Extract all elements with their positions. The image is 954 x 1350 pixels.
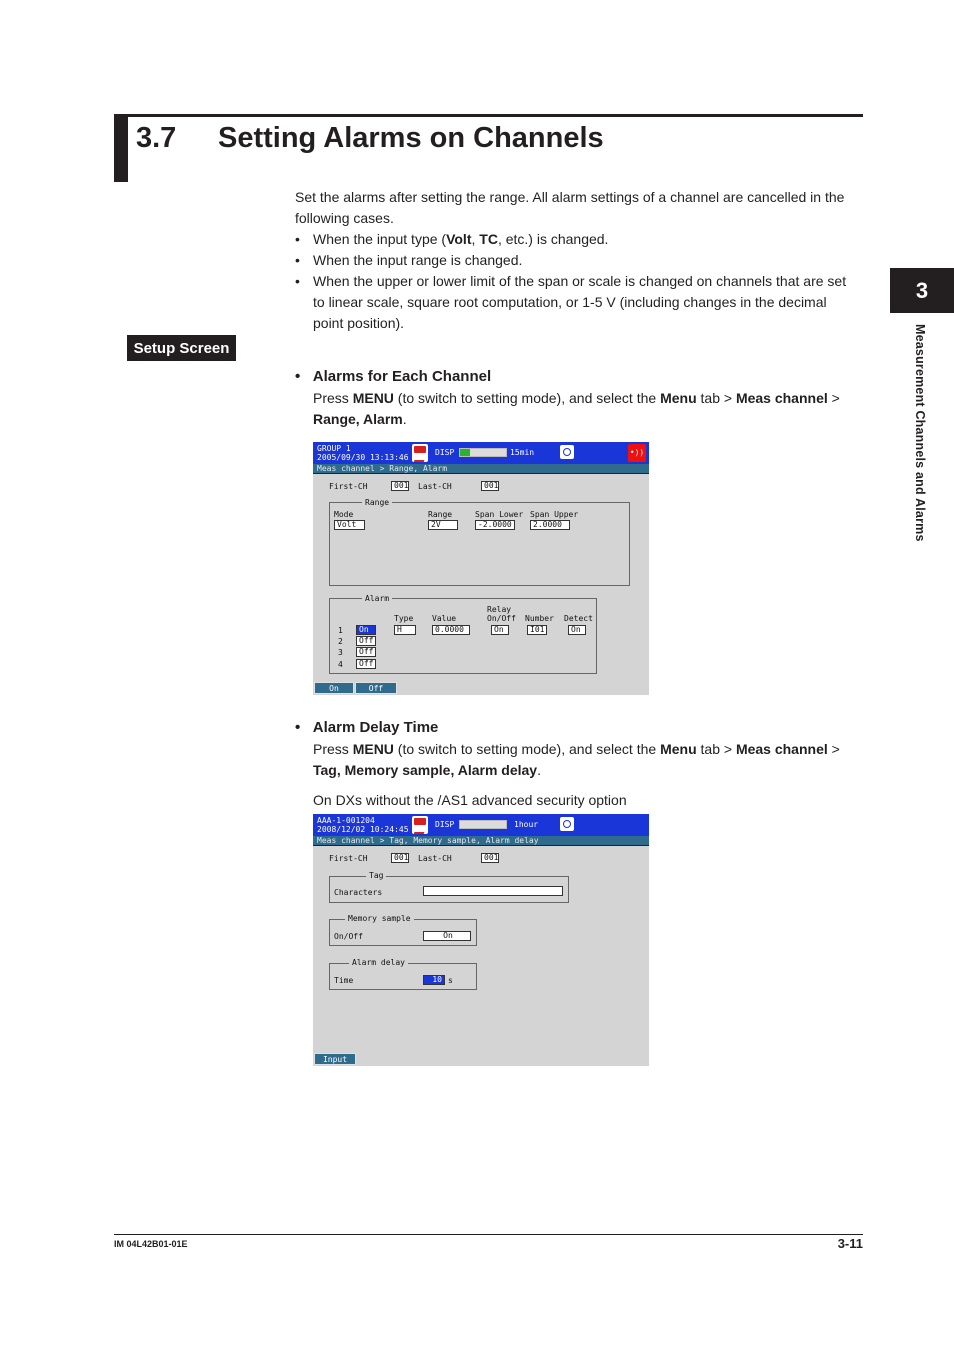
softkey-on-button[interactable]: On bbox=[314, 682, 354, 694]
span-upper-label: Span Upper bbox=[530, 510, 579, 519]
alarm-row-2-number: 2 bbox=[338, 637, 343, 646]
ae-text-c: (to switch to setting mode), and select the bbox=[393, 390, 661, 406]
alarm-delay-heading: • Alarm Delay Time bbox=[295, 719, 439, 736]
logo-icon bbox=[412, 816, 428, 834]
memory-sample-onoff-field[interactable]: On bbox=[423, 931, 471, 941]
first-ch-field[interactable]: 001 bbox=[391, 481, 409, 491]
first-ch-field[interactable]: 001 bbox=[391, 853, 409, 863]
col-detect-label: Detect bbox=[564, 614, 593, 623]
intro-line-2: following cases. bbox=[295, 210, 394, 226]
ad-text-g: > bbox=[827, 741, 840, 757]
alarm-delay-time-field[interactable]: 10 bbox=[423, 975, 445, 985]
ad-menu-tab: Menu bbox=[660, 741, 697, 757]
chapter-tab bbox=[890, 268, 954, 313]
memory-bar bbox=[459, 448, 507, 457]
alarms-each-instruction-1 bbox=[313, 388, 840, 409]
alarm-row-4-number: 4 bbox=[338, 660, 343, 669]
alarm-row-2-state[interactable]: Off bbox=[356, 636, 376, 646]
disp-label: DISP bbox=[435, 448, 455, 457]
memory-sample-frame-title: Memory sample bbox=[345, 914, 414, 923]
intro-bullet-1: • When the input type (Volt, TC, etc.) is changed. bbox=[295, 231, 609, 247]
softkey-off-button[interactable]: Off bbox=[355, 682, 397, 694]
intro-line-1: Set the alarms after setting the range. All alarm settings of a channel are cancelled in the bbox=[295, 189, 845, 205]
alarm-row-4-state[interactable]: Off bbox=[356, 659, 376, 669]
bullet3-line-3: point position). bbox=[313, 315, 405, 331]
span-lower-field[interactable]: -2.0000 bbox=[475, 520, 515, 530]
screen-status-bar bbox=[313, 814, 649, 836]
ae-text-g: > bbox=[827, 390, 840, 406]
camera-icon bbox=[560, 445, 574, 459]
last-ch-field[interactable]: 001 bbox=[481, 481, 499, 491]
col-type-label: Type bbox=[394, 614, 414, 623]
bullet1-volt: Volt bbox=[446, 231, 472, 247]
datetime: 2005/09/30 13:13:46 bbox=[317, 453, 409, 462]
alarm-row-1-relay-number[interactable]: I01 bbox=[527, 625, 547, 635]
ae-meas-channel: Meas channel bbox=[735, 390, 828, 406]
alarm-row-1-number: 1 bbox=[338, 626, 343, 635]
ae-text-a: Press bbox=[313, 390, 353, 406]
alarm-delay-screen bbox=[313, 814, 649, 1066]
span-lower-label: Span Lower bbox=[475, 510, 524, 519]
alarm-row-1-detect[interactable]: On bbox=[568, 625, 586, 635]
ad-meas-channel: Meas channel bbox=[735, 741, 828, 757]
device-tag: AAA-1-001204 bbox=[317, 816, 375, 825]
tag-characters-input[interactable] bbox=[423, 886, 563, 896]
mode-label: Mode bbox=[334, 510, 354, 519]
alarm-delay-frame-title: Alarm delay bbox=[349, 958, 408, 967]
alarm-row-3-state[interactable]: Off bbox=[356, 647, 376, 657]
bullet1-text-a: When the input type ( bbox=[313, 231, 447, 247]
ae-menu-key: MENU bbox=[352, 390, 394, 406]
logo-icon bbox=[412, 444, 428, 462]
last-ch-label: Last-CH bbox=[418, 482, 452, 491]
camera-icon bbox=[560, 817, 574, 831]
chapter-title: Measurement Channels and Alarms bbox=[913, 324, 927, 542]
alarm-row-1-relay[interactable]: On bbox=[491, 625, 509, 635]
screen-breadcrumb: Meas channel > Range, Alarm bbox=[313, 464, 649, 474]
alarm-delay-heading-text: Alarm Delay Time bbox=[312, 719, 439, 736]
range-field[interactable]: 2V bbox=[428, 520, 458, 530]
time-unit-label: s bbox=[448, 976, 453, 985]
screen-status-bar bbox=[313, 442, 649, 464]
bullet3-line-2: to linear scale, square root computation, or 1-5 V (including changes in the decimal bbox=[313, 294, 827, 310]
bullet1-text-e: , etc.) is changed. bbox=[497, 231, 609, 247]
header-rule bbox=[114, 114, 863, 117]
memory-bar bbox=[459, 820, 507, 829]
disp-label: DISP bbox=[435, 820, 455, 829]
alarm-delay-note: On DXs without the /AS1 advanced security option bbox=[313, 792, 627, 808]
onoff-label: On/Off bbox=[334, 932, 363, 941]
screen-breadcrumb: Meas channel > Tag, Memory sample, Alarm delay bbox=[313, 836, 649, 846]
footer-rule bbox=[114, 1234, 863, 1235]
characters-label: Characters bbox=[334, 888, 383, 897]
alarm-row-1-state[interactable]: On bbox=[356, 625, 376, 635]
first-ch-label: First-CH bbox=[329, 854, 368, 863]
alarm-row-3-number: 3 bbox=[338, 648, 343, 657]
ae-text-e: tab > bbox=[696, 390, 736, 406]
col-relay-onoff-label: On/Off bbox=[487, 614, 516, 623]
bullet1-text-c: , bbox=[471, 231, 480, 247]
datetime: 2008/12/02 10:24:45 bbox=[317, 825, 409, 834]
tag-frame-title: Tag bbox=[366, 871, 386, 880]
display-rate: 15min bbox=[510, 448, 535, 457]
last-ch-label: Last-CH bbox=[418, 854, 452, 863]
document-number: IM 04L42B01-01E bbox=[114, 1239, 188, 1249]
range-alarm-screen bbox=[313, 442, 649, 695]
ad-text-c: (to switch to setting mode), and select the bbox=[393, 741, 661, 757]
range-label: Range bbox=[428, 510, 453, 519]
header-bar bbox=[114, 114, 128, 182]
ad-tag-memory-delay: Tag, Memory sample, Alarm delay bbox=[313, 762, 538, 778]
col-number-label: Number bbox=[525, 614, 554, 623]
time-label: Time bbox=[334, 976, 354, 985]
intro-bullet-3: • When the upper or lower limit of the span or scale is changed on channels that are set to linear scale, square root computation, or 1-5 V (including changes in the decimal point position). bbox=[295, 271, 865, 334]
memory-bar-fill bbox=[460, 449, 470, 456]
ad-menu-key: MENU bbox=[352, 741, 394, 757]
ad-text-e: tab > bbox=[696, 741, 736, 757]
setup-screen-label: Setup Screen bbox=[127, 335, 236, 361]
softkey-input-button[interactable]: Input bbox=[314, 1053, 356, 1065]
alarm-icon: •)) bbox=[628, 444, 646, 462]
ad-period: . bbox=[537, 762, 541, 778]
page-number: 3-11 bbox=[837, 1236, 863, 1251]
last-ch-field[interactable]: 001 bbox=[481, 853, 499, 863]
alarm-delay-instruction-1 bbox=[313, 739, 840, 760]
alarm-row-1-type[interactable]: H bbox=[394, 625, 416, 635]
alarm-frame-title: Alarm bbox=[362, 594, 392, 603]
ae-range-alarm: Range, Alarm bbox=[313, 411, 403, 427]
intro-bullet-2: • When the input range is changed. bbox=[295, 250, 865, 271]
bullet1-tc: TC bbox=[479, 231, 498, 247]
section-title: Setting Alarms on Channels bbox=[218, 122, 604, 154]
bullet2-text: When the input range is changed. bbox=[313, 252, 523, 268]
chapter-number: 3 bbox=[915, 277, 929, 303]
alarms-each-instruction-2 bbox=[313, 409, 407, 430]
col-value-label: Value bbox=[432, 614, 457, 623]
first-ch-label: First-CH bbox=[329, 482, 368, 491]
ad-text-a: Press bbox=[313, 741, 353, 757]
alarms-each-heading: • Alarms for Each Channel bbox=[295, 368, 492, 385]
alarm-row-1-value[interactable]: 0.0000 bbox=[432, 625, 470, 635]
alarms-each-heading-text: Alarms for Each Channel bbox=[312, 368, 492, 385]
ae-period: . bbox=[402, 411, 407, 427]
display-rate: 1hour bbox=[514, 820, 539, 829]
bullet3-line-1: When the upper or lower limit of the span or scale is changed on channels that are set bbox=[313, 273, 847, 289]
range-frame-title: Range bbox=[362, 498, 392, 507]
section-number: 3.7 bbox=[136, 122, 177, 154]
ae-menu-tab: Menu bbox=[660, 390, 697, 406]
col-relay-label: Relay bbox=[487, 605, 512, 614]
alarm-delay-instruction-2 bbox=[313, 760, 541, 781]
span-upper-field[interactable]: 2.0000 bbox=[530, 520, 570, 530]
group-name: GROUP 1 bbox=[317, 444, 351, 453]
mode-field[interactable]: Volt bbox=[334, 520, 365, 530]
